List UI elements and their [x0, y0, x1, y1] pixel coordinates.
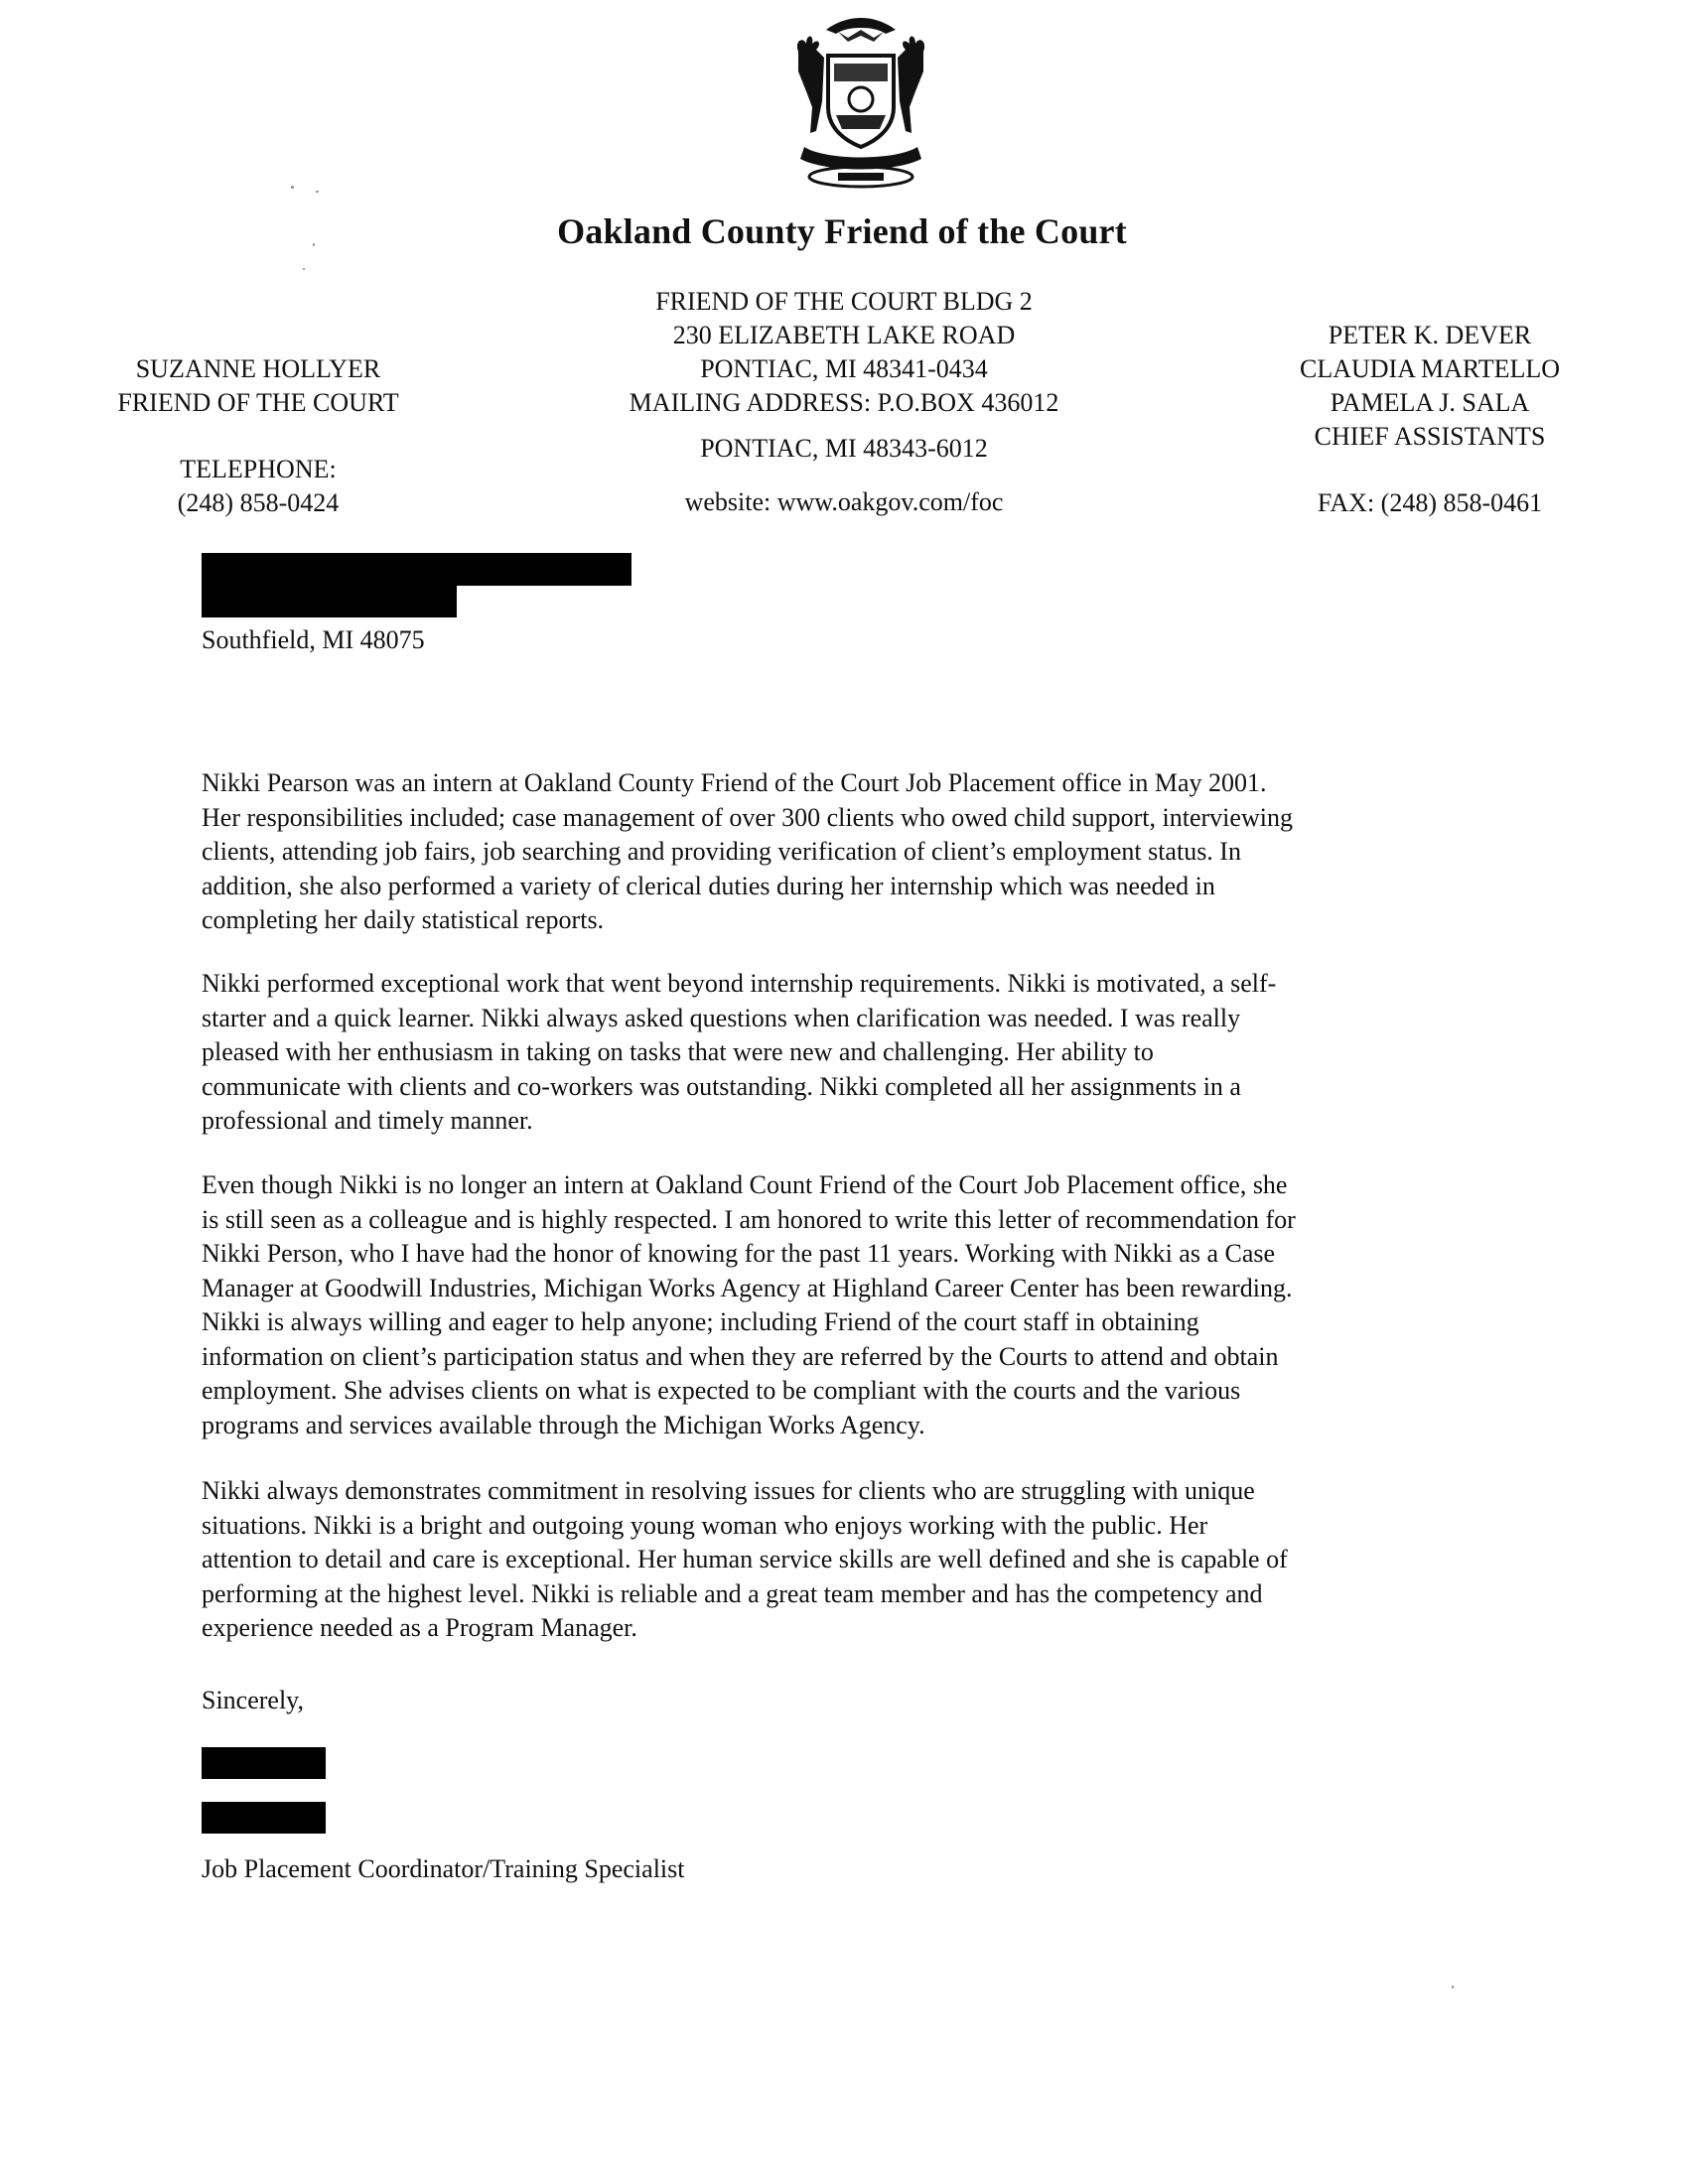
- chief-assistants-block: [1231, 319, 1628, 520]
- office-address: [566, 285, 1122, 519]
- address-building: FRIEND OF THE COURT BLDG 2: [655, 287, 1033, 316]
- website-text: website: www.oakgov.com/foc: [684, 487, 1004, 516]
- scan-speck: [313, 243, 315, 246]
- redacted-signature: [202, 1747, 326, 1779]
- paragraph-line: completing her daily statistical reports.: [202, 905, 605, 934]
- scan-speck: [316, 191, 319, 193]
- redacted-recipient-name: [202, 553, 632, 586]
- paragraph-line: situations. Nikki is a bright and outgoing young woman who enjoys working with the public. Her: [202, 1510, 1208, 1540]
- recipient-city: Southfield, MI 48075: [202, 625, 425, 654]
- chief-assistant-1: PETER K. DEVER: [1328, 321, 1532, 349]
- closing-salutation: Sincerely,: [202, 1686, 304, 1714]
- paragraph-line: programs and services available through the Michigan Works Agency.: [202, 1410, 925, 1439]
- chief-assistant-2: CLAUDIA MARTELLO: [1299, 354, 1561, 383]
- letter-body: [202, 766, 1492, 1709]
- paragraph-line: addition, she also performed a variety of clerical duties during her internship which was needed in: [202, 871, 1215, 900]
- scan-speck: [303, 268, 305, 270]
- fax-number: FAX: (248) 858-0461: [1317, 488, 1543, 517]
- paragraph-line: Even though Nikki is no longer an intern at Oakland Count Friend of the Court Job Placement office, she: [202, 1170, 1288, 1199]
- paragraph-line: Nikki always demonstrates commitment in resolving issues for clients who are struggling with unique: [202, 1476, 1255, 1505]
- mailing-city: PONTIAC, MI 48343-6012: [700, 434, 988, 463]
- paragraph-line: experience needed as a Program Manager.: [202, 1613, 637, 1642]
- paragraph-line: Manager at Goodwill Industries, Michigan Works Agency at Highland Career Center has been rewarding.: [202, 1273, 1293, 1302]
- paragraph-4: [202, 1474, 1492, 1646]
- address-city: PONTIAC, MI 48341-0434: [700, 354, 988, 383]
- paragraph-1: [202, 766, 1492, 938]
- paragraph-line: Her responsibilities included; case management of over 300 clients who owed child support, interviewing: [202, 802, 1293, 832]
- telephone-label: TELEPHONE:: [180, 455, 337, 483]
- address-street: 230 ELIZABETH LAKE ROAD: [672, 321, 1016, 349]
- paragraph-line: attention to detail and care is exceptional. Her human service skills are well defined and she is capable of: [202, 1545, 1288, 1573]
- paragraph-line: Nikki is always willing and eager to help anyone; including Friend of the court staff in obtaining: [202, 1307, 1199, 1336]
- paragraph-line: Nikki Person, who I have had the honor of knowing for the past 11 years. Working with Nikki as a Case: [202, 1239, 1276, 1268]
- office-title: Oakland County Friend of the Court: [557, 211, 1127, 251]
- paragraph-line: information on client’s participation status and when they are referred by the Courts to attend and obtain: [202, 1341, 1279, 1371]
- paragraph-line: is still seen as a colleague and is highly respected. I am honored to write this letter of recommendation for: [202, 1204, 1296, 1234]
- signer-title: Job Placement Coordinator/Training Specialist: [202, 1854, 685, 1883]
- paragraph-line: employment. She advises clients on what is expected to be compliant with the courts and the various: [202, 1376, 1241, 1405]
- scan-speck: [1452, 1985, 1454, 1988]
- redacted-recipient-street: [202, 586, 457, 617]
- michigan-state-seal-icon: [776, 12, 945, 191]
- chief-assistant-3: PAMELA J. SALA: [1330, 388, 1530, 417]
- paragraph-line: communicate with clients and co-workers was outstanding. Nikki completed all her assignments in a: [202, 1071, 1241, 1101]
- paragraph-line: pleased with her enthusiasm in taking on tasks that were new and challenging. Her ability to: [202, 1037, 1154, 1066]
- friend-of-court-role: FRIEND OF THE COURT: [117, 388, 399, 417]
- paragraph-line: starter and a quick learner. Nikki always asked questions when clarification was needed. I was really: [202, 1003, 1241, 1032]
- paragraph-3: [202, 1168, 1492, 1442]
- friend-of-court-name: SUZANNE HOLLYER: [135, 354, 381, 383]
- paragraph-2: [202, 967, 1492, 1139]
- paragraph-line: Nikki performed exceptional work that went beyond internship requirements. Nikki is motivated, a self-: [202, 969, 1277, 998]
- paragraph-line: performing at the highest level. Nikki is reliable and a great team member and has the competency and: [202, 1578, 1263, 1608]
- paragraph-line: clients, attending job fairs, job searching and providing verification of client’s employment status. In: [202, 837, 1241, 866]
- redacted-signer-name: [202, 1802, 326, 1834]
- friend-of-court-contact: [70, 352, 447, 520]
- paragraph-line: Nikki Pearson was an intern at Oakland County Friend of the Court Job Placement office in May 2001.: [202, 768, 1267, 797]
- paragraph-line: professional and timely manner.: [202, 1106, 533, 1135]
- mailing-address: MAILING ADDRESS: P.O.BOX 436012: [629, 388, 1059, 417]
- telephone-number: (248) 858-0424: [177, 488, 340, 517]
- chief-assistants-label: CHIEF ASSISTANTS: [1314, 422, 1546, 451]
- scan-speck: [291, 186, 294, 189]
